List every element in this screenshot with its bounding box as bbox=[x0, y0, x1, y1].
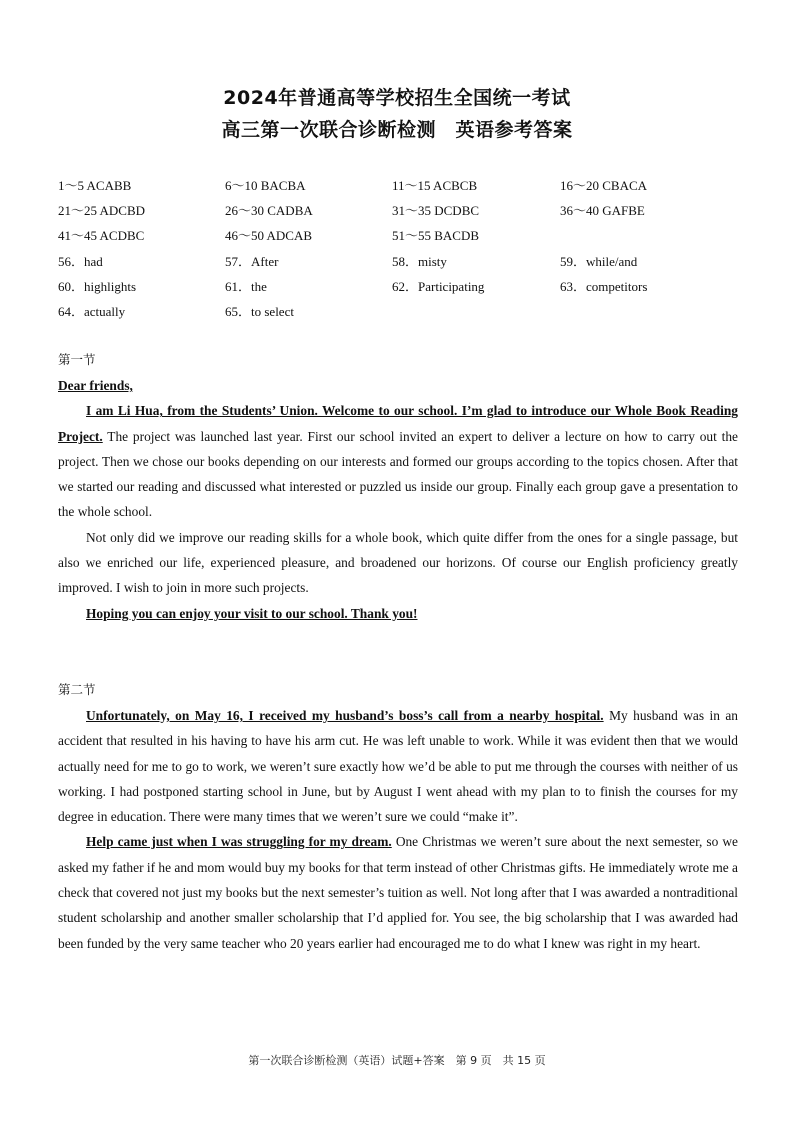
answer-cell: 41～45 ACDBC bbox=[58, 228, 145, 244]
section2-essay bbox=[58, 703, 738, 956]
section2-paragraph-2 bbox=[58, 829, 738, 955]
underlined-opening: Help came just when I was struggling for my dream. bbox=[86, 834, 392, 850]
underlined-opening: I am Li Hua, from the Students’ Union. Welcome to our school. I’m glad to introduce our Whole Book Reading Project. bbox=[58, 403, 738, 444]
answer-row bbox=[58, 175, 758, 200]
answer-cell: 6～10 BACBA bbox=[225, 178, 306, 193]
paragraph-text: The project was launched last year. First our school invited an expert to deliver a lecture on how to carry out the project. Then we chose our books depending on our interests and formed our groups according to the topics chosen. After that we started our reading and discussed what interested or puzzled us inside our group. Finally each group gave a presentation to the whole school. bbox=[58, 428, 738, 520]
paragraph-text: My husband was in an accident that resulted in his having to have his arm cut. He was left unable to work. While it was evident then that we would actually need for me to go to work, we weren’t sure exactly how we’d be able to put me through the courses with neither of us working. I had postponed starting school in June, but by August I went ahead with my plan to to finish the courses for my degree in education. There were many times that we weren’t sure we could “make it”. bbox=[58, 708, 738, 825]
answer-row bbox=[58, 251, 758, 276]
answer-cell: 56．had bbox=[58, 253, 103, 269]
answer-cell: 16～20 CBACA bbox=[560, 178, 648, 193]
section1-paragraph-1 bbox=[58, 398, 738, 524]
salutation-text: Dear friends, bbox=[58, 378, 133, 393]
page-title-line2: 高三第一次联合诊断检测 英语参考答案 bbox=[221, 119, 573, 141]
answer-cell: 65．to select bbox=[225, 303, 294, 319]
answer-cell: 64．actually bbox=[58, 303, 126, 319]
answer-cell: 58．misty bbox=[392, 253, 447, 269]
answer-cell: 46～50 ADCAB bbox=[225, 228, 313, 244]
underlined-opening: Unfortunately, on May 16, I received my husband’s boss’s call from a nearby hospital. bbox=[86, 708, 604, 723]
answer-cell: 62．Participating bbox=[392, 278, 485, 294]
underlined-closing: Hoping you can enjoy your visit to our school. Thank you! bbox=[86, 605, 418, 621]
answer-row bbox=[58, 276, 758, 301]
section1-paragraph-2 bbox=[58, 525, 738, 601]
answer-cell: 61．the bbox=[225, 278, 267, 294]
answer-row bbox=[58, 225, 758, 250]
section2-label: 第二节 bbox=[58, 682, 96, 697]
page-title-line1: 2024年普通高等学校招生全国统一考试 bbox=[223, 87, 571, 109]
answer-cell: 60．highlights bbox=[58, 278, 137, 294]
answer-cell: 59．while/and bbox=[560, 253, 638, 269]
salutation bbox=[58, 373, 738, 398]
answer-key bbox=[58, 175, 758, 326]
answer-row bbox=[58, 301, 758, 326]
answer-cell: 63．competitors bbox=[560, 278, 648, 294]
answer-cell: 1～5 ACABB bbox=[58, 178, 132, 193]
section2-paragraph-1 bbox=[58, 703, 738, 829]
page-footer: 第一次联合诊断检测（英语）试题+答案 第 9 页 共 15 页 bbox=[248, 1054, 546, 1067]
section1-label: 第一节 bbox=[58, 352, 96, 367]
paragraph-text: One Christmas we weren’t sure about the next semester, so we asked my father if he and mom would buy my books for that term instead of other Christmas gifts. He immediately wrote me a check that covered not just my books but the next semester’s tuition as well. Not long after that I was awarded a nontraditional student scholarship and another smaller scholarship that I’d applied for. You see, the big scholarship that I was awarded had been funded by the very same teacher who 20 years earlier had encouraged me to do what I knew was right in my heart. bbox=[58, 834, 738, 951]
answer-cell: 31～35 DCDBC bbox=[392, 203, 480, 219]
paragraph-text: Not only did we improve our reading skills for a whole book, which quite differ from the ones for a single passage, but also we enriched our life, experienced pleasure, and broadened our horizons. Of course our English proficiency greatly improved. I wish to join in more such projects. bbox=[58, 529, 738, 596]
answer-cell: 51～55 BACDB bbox=[392, 228, 480, 244]
answer-cell: 36～40 GAFBE bbox=[560, 203, 645, 219]
answer-cell: 11～15 ACBCB bbox=[392, 178, 478, 193]
answer-cell: 26～30 CADBA bbox=[225, 203, 313, 219]
answer-cell: 21～25 ADCBD bbox=[58, 203, 146, 219]
answer-row bbox=[58, 200, 758, 225]
section1-closing bbox=[58, 601, 738, 626]
section1-essay bbox=[58, 373, 738, 626]
answer-cell: 57．After bbox=[225, 253, 279, 269]
